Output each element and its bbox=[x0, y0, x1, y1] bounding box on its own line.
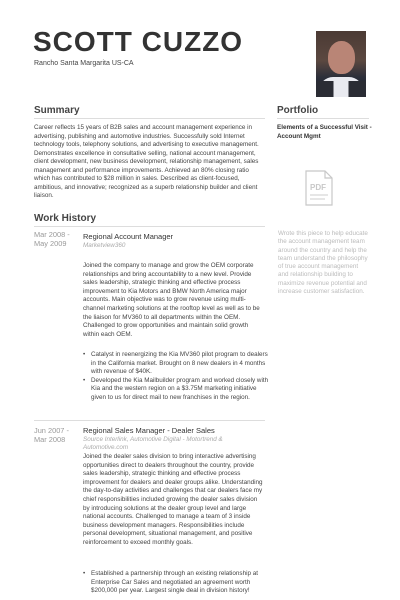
portfolio-divider bbox=[277, 118, 369, 119]
job-company: Source Interlink, Automotive Digital - Motortrend & Automotive.com bbox=[83, 436, 223, 451]
work-history-heading: Work History bbox=[34, 213, 97, 224]
job-description: Joined the dealer sales division to bring interactive advertising opportunities direct to dealers throughout the country, provide sales leadership, strategic thinking and effective process improvement for dealers and dealer groups alike. Understanding the day-to-day activities and challenges that car dealers face my chief responsibilities included growing the dealer sales division by introducing solutions at the dealer group level and large national accounts. Challenged to manage a team of 3 inside business development managers. Responsibilities include personal development, situational management, and positive reinforcement to exceed monthly goals. bbox=[83, 453, 263, 546]
pdf-icon-label: PDF bbox=[310, 183, 326, 192]
job-dates: Mar 2008 - May 2009 bbox=[34, 230, 70, 248]
candidate-name: SCOTT CUZZO bbox=[33, 26, 244, 57]
portfolio-item-description: Wrote this piece to help educate the account management team around the country and help the team understand the philosophy of true account management and relationship building to maximize revenue potential and increase customer satisfaction. bbox=[278, 230, 368, 296]
job-achievements bbox=[83, 570, 273, 596]
job-description: Joined the company to manage and grow the OEM corporate relationships and bring accountability to a new level. Provide sales leadership, strategic thinking and effective process improvement to Kia Motors and BMW North America major accounts. Main objective was to grow revenue using multi-channel marketing solutions at the rooftop level as well as to be the liaison for MV360 to all departments within the OEM. Challenged to grow opportunities and maintain solid growth within each OEM. bbox=[83, 262, 260, 338]
job-company: Marketview360 bbox=[83, 242, 126, 249]
portfolio-item-link[interactable]: Elements of a Successful Visit - Account Mgmt bbox=[277, 124, 372, 140]
work-history-divider bbox=[34, 226, 265, 227]
photo-suit bbox=[316, 81, 366, 97]
achievement-item: • Developed the Kia Mailbuilder program and worked closely with Kia and the western region on a $3.75M marketing initiative given to us for direct mail to new franchises in the region. bbox=[91, 377, 273, 403]
summary-text: Career reflects 15 years of B2B sales and account management experience in advertising, publishing and automotive industries. Successfully sold Internet technology tools, telephony solutions, and advertising to executive management. Demonstrates excellence in consultative selling, national account management, client development, new business development, relationship management, sales management and performance improvements. Achieved an 80% closing ratio which has contributed to $28 million in sales. Described as client-focused, ambitious, and innovative; recognized as a superb relationship builder and client liaison. bbox=[34, 124, 259, 199]
job-title: Regional Sales Manager - Dealer Sales bbox=[83, 426, 215, 435]
job-achievements bbox=[83, 351, 273, 403]
summary-heading: Summary bbox=[34, 105, 80, 116]
pdf-file-icon[interactable] bbox=[305, 170, 333, 206]
job-dates: Jun 2007 - Mar 2008 bbox=[34, 426, 69, 444]
candidate-location: Rancho Santa Margarita US-CA bbox=[34, 60, 134, 67]
profile-photo bbox=[316, 31, 366, 97]
achievement-item: • Established a partnership through an existing relationship at Enterprise Car Sales and negotiated an agreement worth $200,000 per year. Largest single deal in division history! bbox=[91, 570, 273, 596]
photo-face bbox=[328, 41, 355, 74]
achievement-item: • Catalyst in reenergizing the Kia MV360 pilot program to dealers in the California market. Brought on 8 new dealers in 4 months with revenue of $40K. bbox=[91, 351, 273, 377]
job-divider bbox=[34, 420, 265, 421]
job-title: Regional Account Manager bbox=[83, 232, 174, 241]
summary-divider bbox=[34, 118, 265, 119]
portfolio-heading: Portfolio bbox=[277, 105, 319, 116]
